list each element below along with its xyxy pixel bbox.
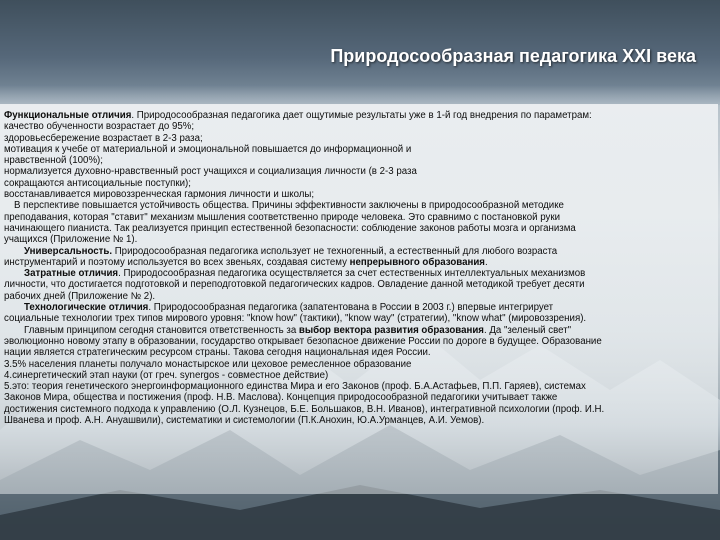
text-line: здоровьесбережение возрастает в 2-3 раза; [4,132,203,144]
header-band [0,0,720,105]
text-line [4,268,716,279]
footnote-3: 3.5% населения планеты получало монастырское или цеховое ремесленное образование [4,358,412,370]
functional-label: Функциональные отличия [4,110,132,121]
text-line: эволюционно новому этапу в образовании, государство открывает безопасное движение России по дороге в будущее. Образование [4,335,602,347]
text-line: Законов Мира, общества и постижения (проф. Н.В. Маслова). Концепция природосообразной педагогики учитывает также [4,392,558,404]
universal-label: Универсальность. [24,245,113,257]
text-line: восстанавливается мировоззренческая гармония личности и школы; [4,189,315,201]
text-line: социальные технологии трех типов мирового уровня: "know how" (тактики), "know way" (стратегии), "know what" (мировоззрения). [4,313,587,325]
tech-text: . Природосообразная педагогика (запатентована в России в 2003 г.) впервые интегрирует [148,302,554,314]
text-segment: инструментарий и поэтому используется во всех звеньях, создавая систему [4,256,350,268]
text-line [4,257,716,268]
text-line [4,110,716,121]
text-line: В перспективе повышается устойчивость общества. Причины эффективности заключены в природосообразной методике [14,200,564,212]
text-line [4,302,716,313]
text-line: сокращаются антисоциальные поступки); [4,177,191,189]
text-line: преподавания, которая "ставит" механизм мышления соответственно природе человека. Это сравнимо с постановкой руки [4,211,560,223]
text-line: достижения системного подхода к управлению (О.Л. Кузнецов, Б.Е. Большаков, В.Н. Иванов), интегративной психологии (проф. И.Н. [4,403,605,415]
text-line [4,246,716,257]
text-segment: . [484,256,488,268]
text-line: начинающего пианиста. Так реализуется принцип естественной безопасности: соблюдение законов работы мозга и организма [4,222,576,234]
text-line: рабочих дней (Приложение № 2). [4,290,156,302]
continuous-education-emphasis: непрерывного образования [349,256,485,268]
costs-label: Затратные отличия [24,268,119,280]
text-line: качество обученности возрастает до 95%; [4,121,195,133]
vector-emphasis: выбор вектора развития образования [298,324,484,336]
text-line: нации является стратегическим ресурсом страны. Такова сегодня национальная идея России. [4,347,431,359]
text-segment: Главным принципом сегодня становится ответственность за [24,324,299,336]
text-line [4,325,716,336]
functional-text: . Природосообразная педагогика дает ощутимые результаты уже в 1-й год внедрения по параметрам: [131,110,592,121]
footnote-5: 5.это: теория генетического энергоинформационного единства Мира и его Законов (проф. Б.А.Астафьев, П.П. Гаряев), системах [4,381,586,393]
text-line: Шванева и проф. А.Н. Ануашвили), систематики и системологии (П.К.Анохин, Ю.А.Урманцев, А.И. Уемов). [4,415,485,427]
text-line: мотивация к учебе от материальной и эмоциональной повышается до информационной и [4,143,412,155]
slide-title: Природосообразная педагогика XXI века [330,46,696,66]
text-segment: . Да "зеленый свет" [483,324,572,336]
text-line: нравственной (100%); [4,155,103,167]
slide-body [0,104,718,494]
costs-text: . Природосообразная педагогика осуществляется за счет естественных интеллектуальных механизмов [118,268,586,280]
tech-label: Технологические отличия [24,302,149,314]
text-line: личности, что достигается подготовкой и переподготовкой педагогических кадров. Овладение данной методикой требует десяти [4,279,585,291]
text-line: учащихся (Приложение № 1). [4,234,138,246]
universal-text: Природосообразная педагогика использует не техногенный, а естественный для любого возраста [112,245,558,257]
text-line: нормализуется духовно-нравственный рост учащихся и социализация личности (в 2-3 раза [4,166,417,178]
footnote-4: 4.синергетический этап науки (от греч. synergos - совместное действие) [4,369,329,381]
